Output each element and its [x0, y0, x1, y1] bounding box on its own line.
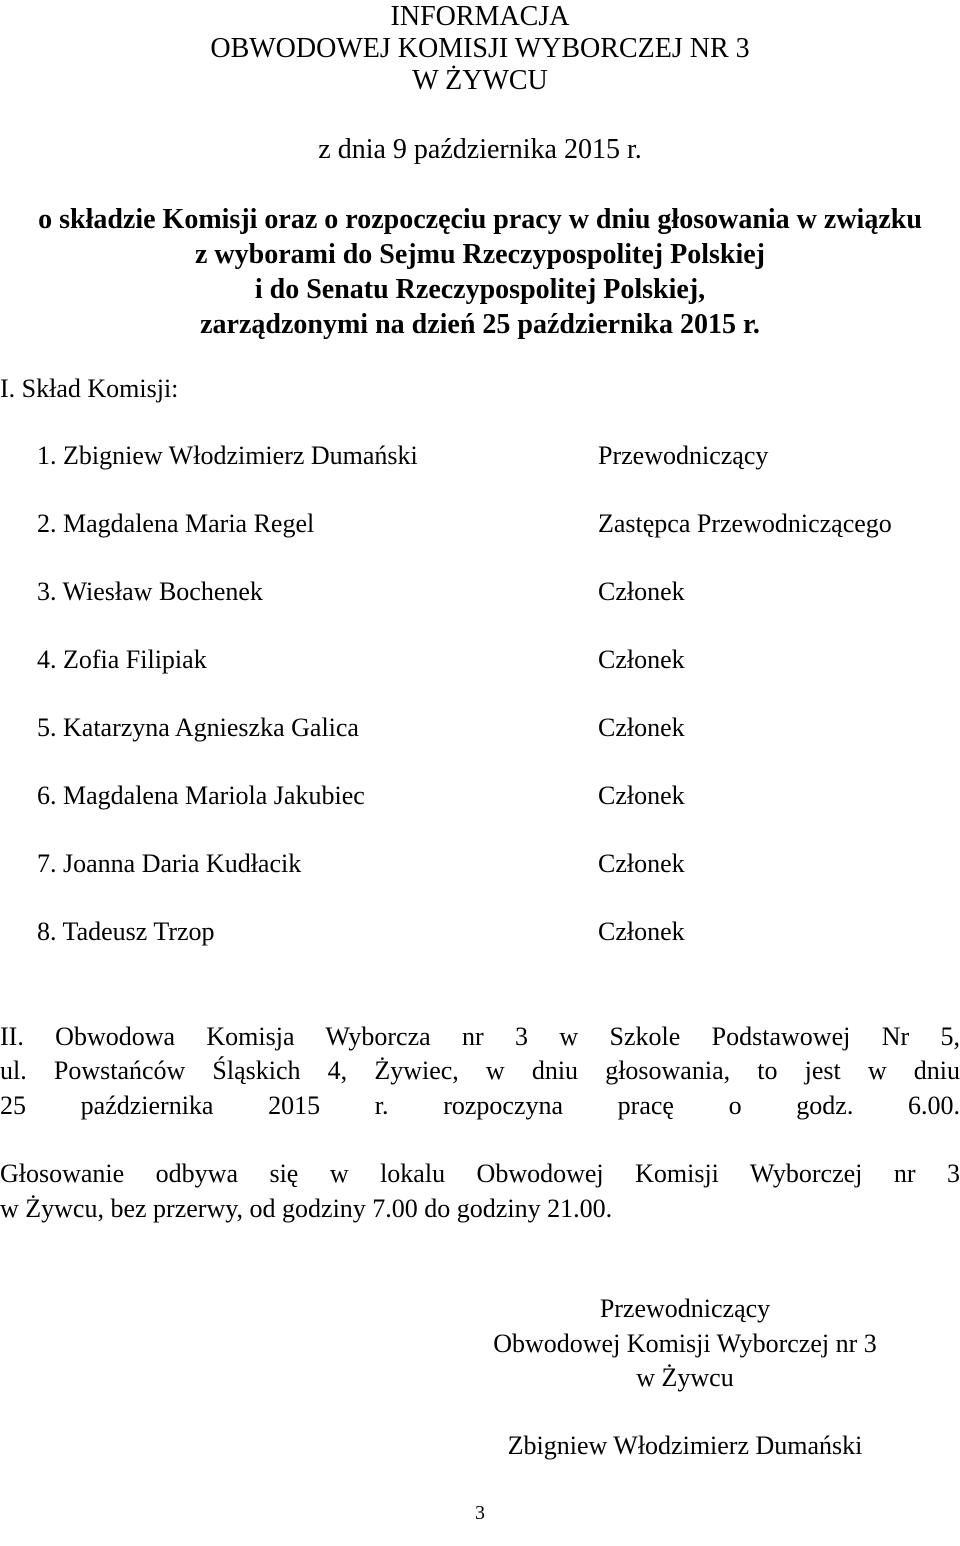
document-title-line2: OBWODOWEJ KOMISJI WYBORCZEJ NR 3 — [210, 33, 750, 64]
member-name: 8. Tadeusz Trzop — [37, 917, 215, 946]
document-date: z dnia 9 października 2015 r. — [318, 134, 642, 165]
member-role: Członek — [598, 713, 685, 742]
member-name: 6. Magdalena Mariola Jakubiec — [37, 781, 365, 810]
section2-line1: II. Obwodowa Komisja Wyborcza nr 3 w Szkole Podstawowej Nr 5, — [0, 1022, 960, 1051]
member-role: Zastępca Przewodniczącego — [598, 509, 892, 538]
signature-title: Przewodniczący — [599, 1294, 771, 1323]
subject-line2: z wyborami do Sejmu Rzeczypospolitej Polskiej — [194, 239, 766, 270]
member-role: Członek — [598, 917, 685, 946]
signature-place: w Żywcu — [636, 1363, 734, 1392]
member-role: Członek — [598, 645, 685, 674]
voting-line2: w Żywcu, bez przerwy, od godziny 7.00 do godziny 21.00. — [0, 1194, 613, 1223]
member-role: Członek — [598, 781, 685, 810]
document-title-line1: INFORMACJA — [390, 1, 570, 32]
section2-line2: ul. Powstańców Śląskich 4, Żywiec, w dniu głosowania, to jest w dniu — [0, 1056, 960, 1085]
subject-line4: zarządzonymi na dzień 25 października 2015 r. — [200, 309, 760, 340]
member-name: 5. Katarzyna Agnieszka Galica — [37, 713, 359, 742]
section1-heading: I. Skład Komisji: — [0, 374, 179, 403]
member-name: 7. Joanna Daria Kudłacik — [37, 849, 302, 878]
member-name: 2. Magdalena Maria Regel — [37, 509, 315, 538]
document-title-line3: W ŻYWCU — [412, 65, 548, 96]
member-name: 3. Wiesław Bochenek — [37, 577, 263, 606]
page-number: 3 — [475, 1502, 485, 1524]
member-role: Przewodniczący — [598, 441, 769, 470]
member-name: 4. Zofia Filipiak — [37, 645, 207, 674]
subject-line1: o składzie Komisji oraz o rozpoczęciu pracy w dniu głosowania w związku — [38, 204, 922, 235]
member-name: 1. Zbigniew Włodzimierz Dumański — [37, 441, 418, 470]
section2-line3: 25 października 2015 r. rozpoczyna pracę o godz. 6.00. — [0, 1091, 960, 1120]
subject-line3: i do Senatu Rzeczypospolitej Polskiej, — [254, 274, 706, 305]
voting-line1: Głosowanie odbywa się w lokalu Obwodowej Komisji Wyborczej nr 3 — [0, 1159, 960, 1188]
signature-body: Obwodowej Komisji Wyborczej nr 3 — [493, 1329, 877, 1358]
member-role: Członek — [598, 849, 685, 878]
member-role: Członek — [598, 577, 685, 606]
signature-name: Zbigniew Włodzimierz Dumański — [507, 1431, 863, 1460]
